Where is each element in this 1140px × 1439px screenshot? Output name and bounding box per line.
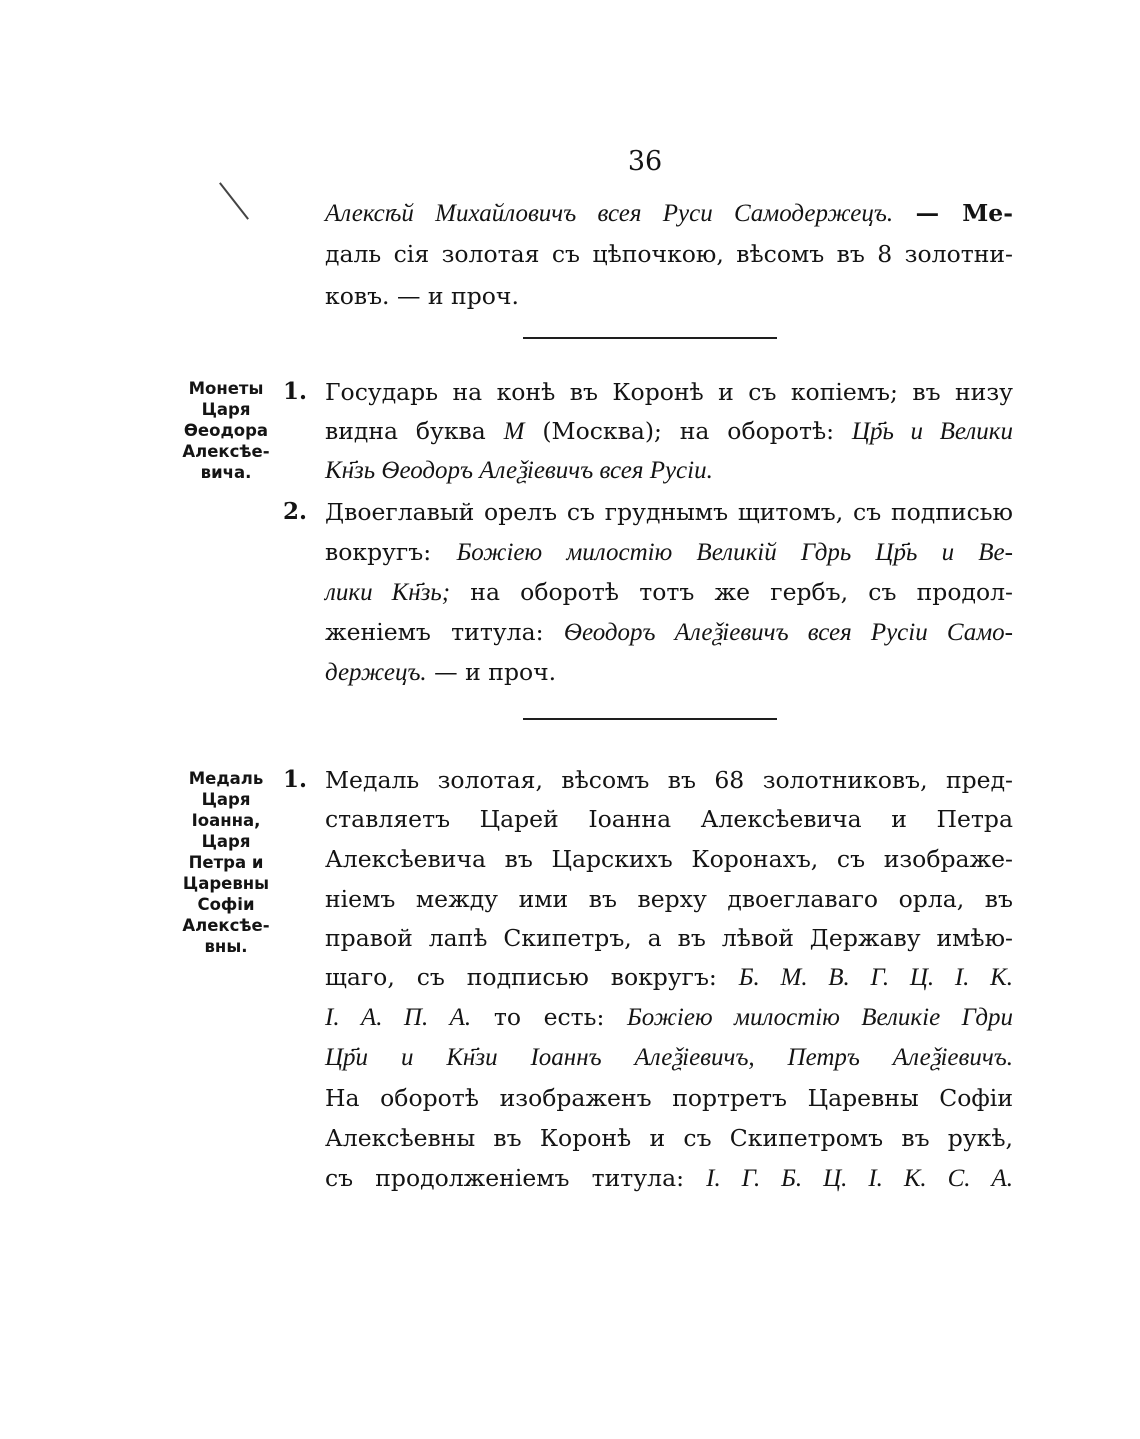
text-line: Медаль золотая, вѣсомъ въ 68 золотниковъ, пред-	[325, 766, 1013, 794]
text-line: На оборотѣ изображенъ портретъ Царевны Софіи	[325, 1084, 1013, 1112]
section-divider	[523, 337, 777, 339]
item-number: 1.	[283, 766, 308, 793]
section-divider	[523, 718, 777, 720]
text-line: съ продолженіемъ титула: І. Г. Б. Ц. І. К. С. А.	[325, 1164, 1013, 1192]
text-line: держецъ. — и проч.	[325, 658, 557, 686]
text-line: даль сія золотая съ цѣпочкою, вѣсомъ въ 8 золотни-	[325, 240, 1013, 268]
text-line: ставляетъ Царей Іоанна Алексѣевича и Петра	[325, 805, 1013, 833]
text-line: Алексѣй Михайловичъ всея Руси Самодержецъ. — Ме-	[325, 199, 1013, 227]
text-line: І. А. П. А. то есть: Божіею милостію Великіе Гдри	[325, 1003, 1013, 1031]
stray-mark	[219, 182, 249, 219]
margin-note: Медаль Царя Іоанна, Царя Петра и Царевны Софіи Алексѣе- вны.	[182, 769, 270, 956]
text-line: лики Кн҃зь; на оборотѣ тотъ же гербъ, съ продол-	[325, 578, 1013, 606]
text-line: женіемъ титула: Ѳеодоръ Алеѯіевичъ всея Русіи Само-	[325, 618, 1013, 646]
text-line: Государь на конѣ въ Коронѣ и съ копіемъ; въ низу	[325, 378, 1013, 406]
page-number: 36	[627, 146, 663, 177]
margin-note: Монеты Царя Ѳеодора Алексѣе- вича.	[182, 379, 270, 482]
text-line: Цр҃и и Кн҃зи Іоаннъ Алеѯіевичъ, Петръ Алеѯіевичъ.	[325, 1044, 1013, 1071]
text-line: ковъ. — и проч.	[325, 282, 519, 310]
text-line: ніемъ между ими въ верху двоеглаваго орла, въ	[325, 885, 1013, 913]
text-line: правой лапѣ Скипетръ, а въ лѣвой Державу имѣю-	[325, 924, 1013, 952]
text-line: Алексѣевича въ Царскихъ Коронахъ, съ изображе-	[325, 845, 1013, 873]
text-line: щаго, съ подписью вокругъ: Б. М. В. Г. Ц. І. К.	[325, 963, 1013, 991]
item-number: 2.	[283, 498, 308, 525]
item-number: 1.	[283, 378, 308, 405]
text-line: Двоеглавый орелъ съ груднымъ щитомъ, съ подписью	[325, 498, 1013, 526]
text-line: видна буква М (Москва); на оборотѣ: Цр҃ь и Велики	[325, 417, 1013, 445]
text-line: вокругъ: Божіею милостію Великій Гдрь Цр҃ь и Ве-	[325, 538, 1013, 566]
text-line: Кн҃зь Ѳеодоръ Алеѯіевичъ всея Русіи.	[325, 457, 713, 484]
text-line: Алексѣевны въ Коронѣ и съ Скипетромъ въ рукѣ,	[325, 1124, 1013, 1152]
